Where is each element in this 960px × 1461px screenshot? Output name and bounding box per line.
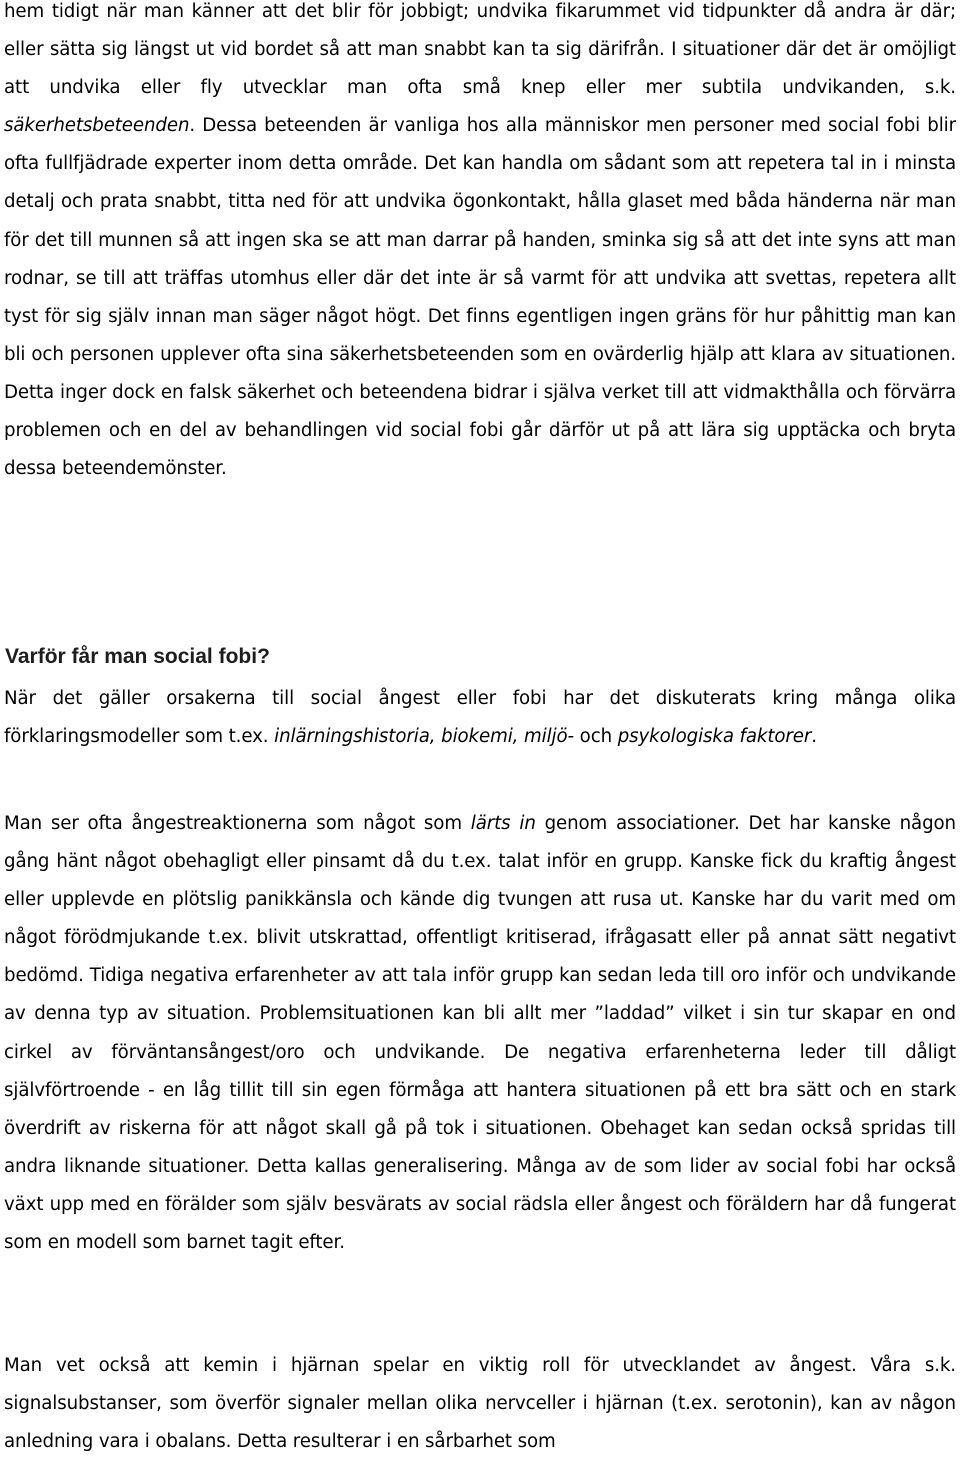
factor-biochemistry: biokemi, bbox=[441, 726, 519, 748]
term-learned: lärts in bbox=[470, 813, 536, 834]
term-safety-behaviours: säkerhetsbeteenden bbox=[4, 115, 190, 137]
factor-learning-history: inlärningshistoria, bbox=[274, 726, 436, 748]
paragraph-text-continued: . Dessa beteenden är vanliga hos alla människor men personer med social fobi blir ofta fullfjädrade experter inom detta område. Det kan handla om sådant som att repetera tal in i minsta detalj och prata snabbt, titta ned för att undvika ögonkontakt, hålla glaset med båda händerna när man för det till munnen så att ingen ska se att man darrar på handen, sminka sig så att det inte syns att man rodnar, se till att träffas utomhus eller där det inte är så varmt för att undvika att svettas, repetera allt tyst för sig själv innan man säger något högt. Det finns egentligen ingen gräns för hur påhittig man kan bli och personen upplever ofta sina säkerhetsbeteenden som en ovärderlig hjälp att klara av situationen. Detta inger dock en falsk säkerhet och beteendena bidrar i själva verket till att vidmakthålla och förvärra problemen och en del av behandlingen vid social fobi går därför ut på att lära sig upptäcka och bryta dessa beteendemönster. bbox=[4, 115, 956, 480]
paragraph-text: hem tidigt när man känner att det blir för jobbigt; undvika fikarummet vid tidpunkter då andra är där; eller sätta sig längst ut vid bordet så att man snabbt kan ta sig därifrån. I situationer där det är omöjligt att undvika eller fly utvecklar man ofta små knep eller mer subtila undvikanden, s.k. bbox=[4, 1, 956, 99]
paragraph-brain-chemistry: Man vet också att kemin i hjärnan spelar en viktig roll för utvecklandet av ångest. Våra s.k. signalsubstanser, som överför signaler mellan olika nervceller i hjärnan (t.ex. serotonin), kan av någon anledning vara i obalans. Detta resulterar i en sårbarhet som bbox=[4, 1355, 956, 1453]
section-heading: Varför får man social fobi? bbox=[5, 645, 270, 668]
paragraph-causes-intro bbox=[4, 680, 956, 756]
paragraph-start: Man ser ofta ångestreaktionerna som något som bbox=[4, 813, 471, 834]
factor-environment: miljö- bbox=[524, 726, 574, 748]
intro-text: När det gäller orsakerna till social ångest eller fobi har det diskuterats kring många olika förklaringsmodeller som t.ex. bbox=[4, 688, 956, 748]
paragraph-learned-anxiety bbox=[4, 805, 956, 1262]
paragraph-rest: genom associationer. Det har kanske någon gång hänt något obehagligt eller pinsamt då du t.ex. talat inför en grupp. Kanske fick du kraftig ångest eller upplevde en plötslig panikkänsla och kände dig tvungen att rusa ut. Kanske har du varit med om något förödmjukande t.ex. blivit utskrattad, offentligt kritiserad, ifrågasatt eller på annat sätt negativt bedömd. Tidiga negativa erfarenheter av att tala inför grupp kan sedan leda till oro inför och undvikande av denna typ av situation. Problemsituationen kan bli allt mer ”laddad” vilket i sin tur skapar en ond cirkel av förväntansångest/oro och undvikande. De negativa erfarenheterna leder till dåligt självförtroende - en låg tillit till sin egen förmåga att hantera situationen på ett bra sätt och en stark överdrift av riskerna för att något skall gå på tok i situationen. Obehaget kan sedan också spridas till andra liknande situationer. Detta kallas generalisering. Många av de som lider av social fobi har också växt upp med en förälder som själv besvärats av social rädsla eller ångest och föräldern har då fungerat som en modell som barnet tagit efter. bbox=[4, 813, 956, 1254]
paragraph-safety-behaviours bbox=[4, 0, 956, 488]
and-word: och bbox=[573, 726, 618, 748]
factor-psychological: psykologiska faktorer bbox=[617, 726, 812, 748]
intro-end: . bbox=[811, 726, 817, 748]
